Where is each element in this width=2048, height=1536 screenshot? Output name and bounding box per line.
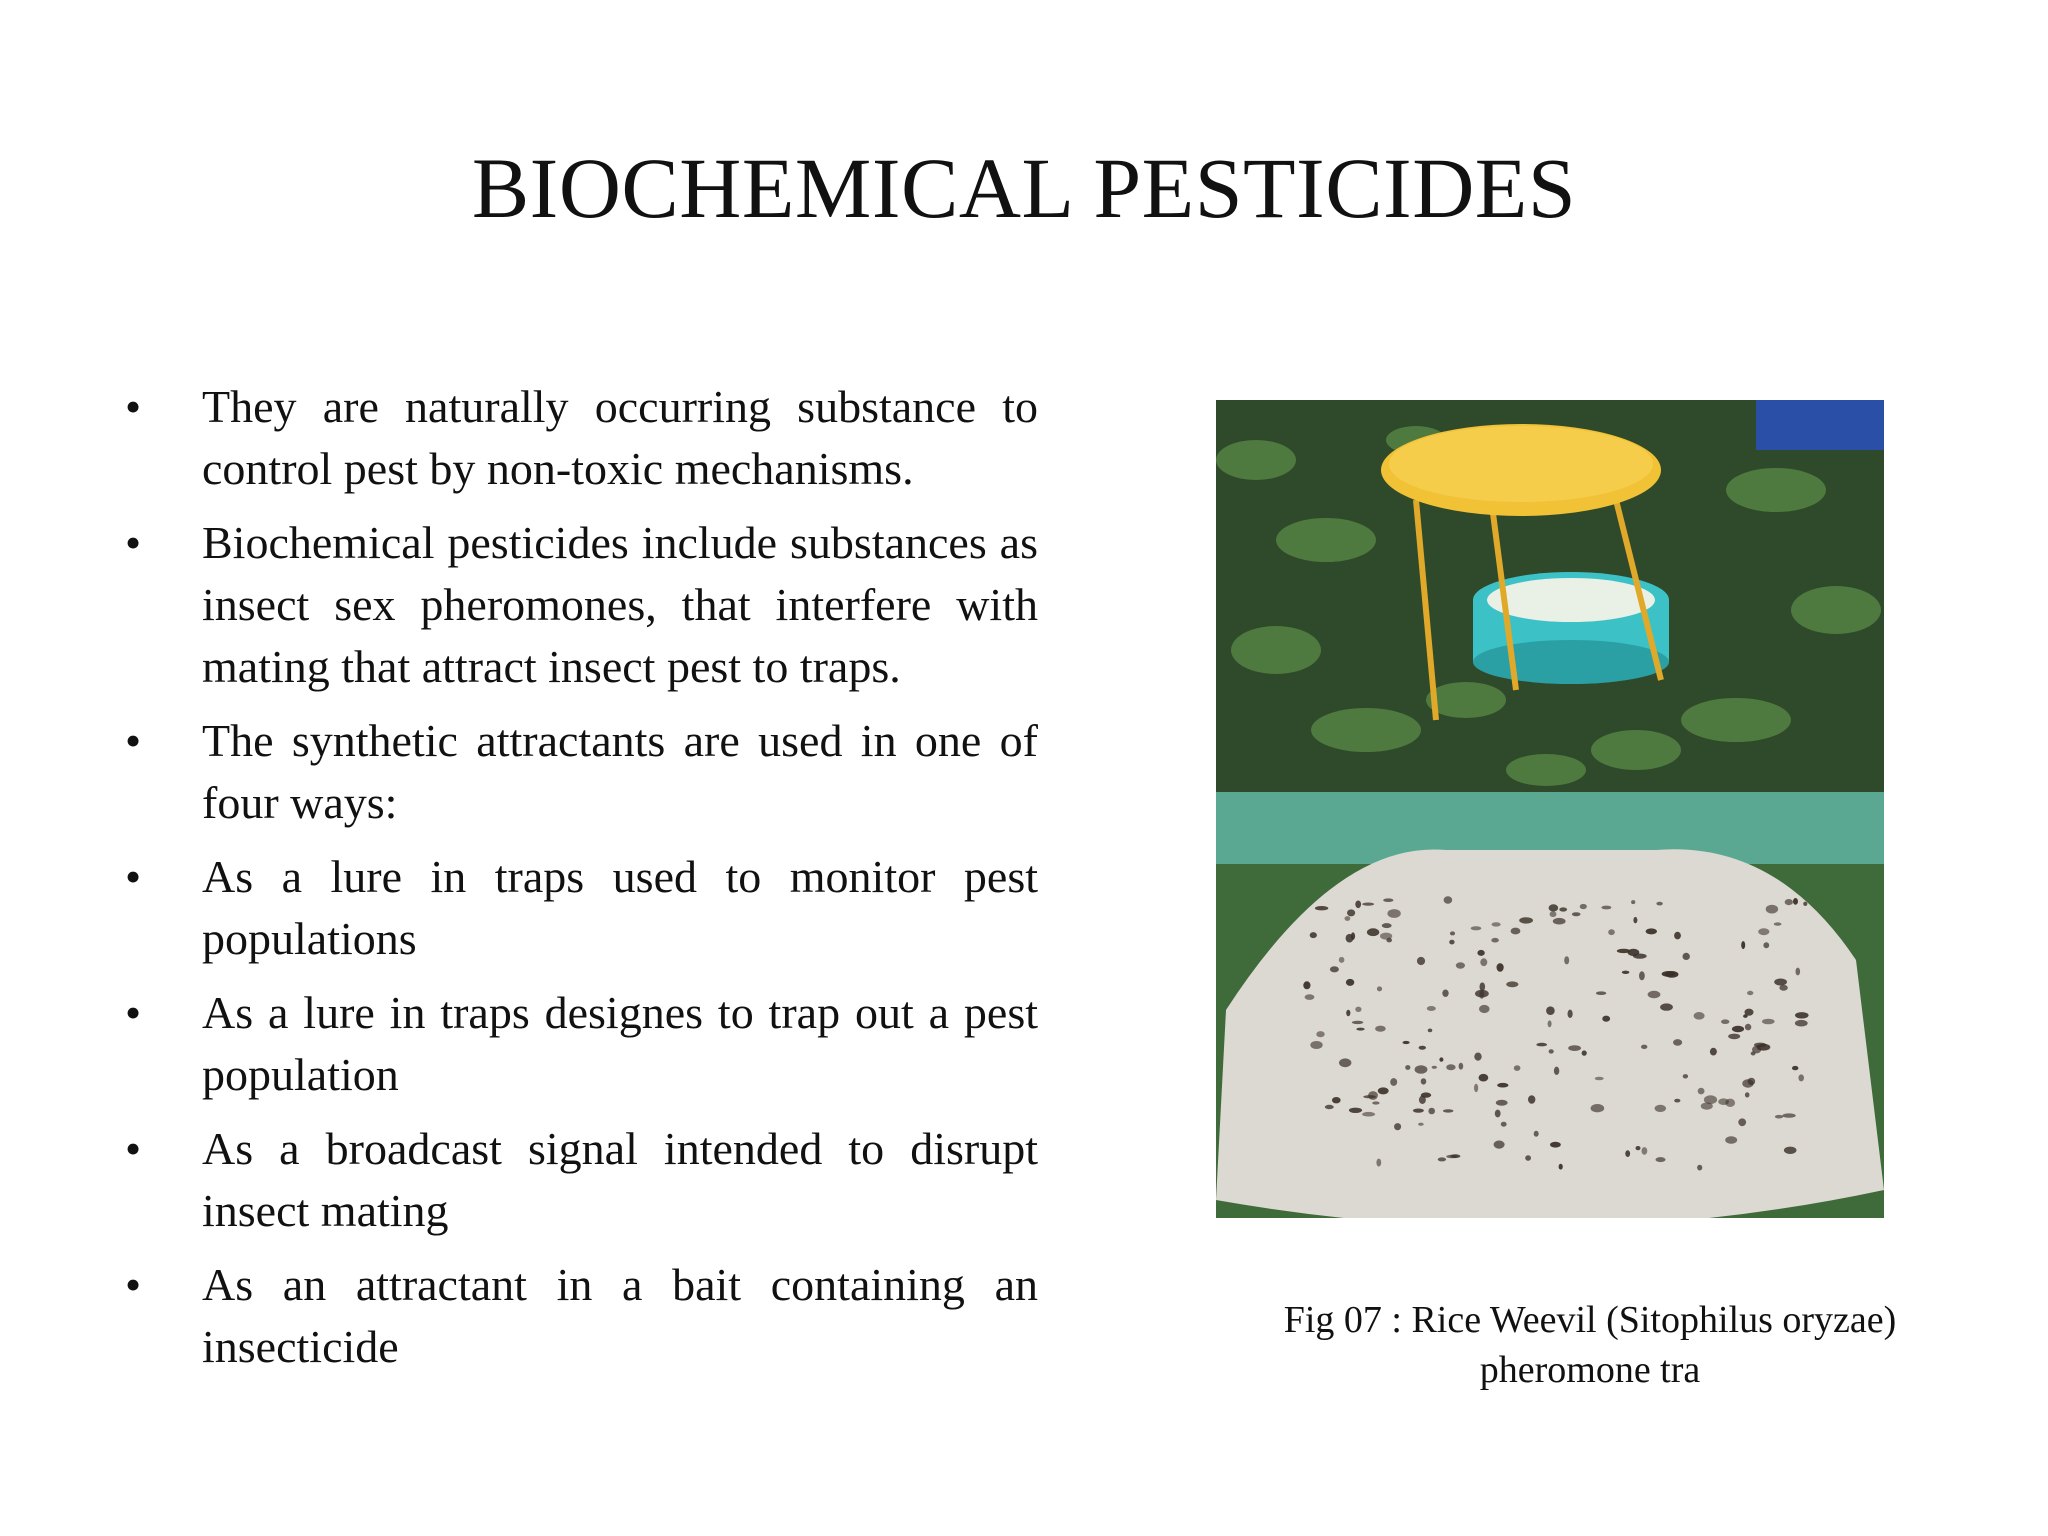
bullet-text: As an attractant in a bait containing an insecticide bbox=[202, 1259, 1038, 1372]
blue-cloth bbox=[1756, 400, 1884, 450]
bullet-item bbox=[118, 376, 1038, 500]
bullet-item bbox=[118, 710, 1038, 834]
bullet-text: As a lure in traps designes to trap out a pest population bbox=[202, 987, 1038, 1100]
bullet-list bbox=[118, 376, 1038, 1390]
bullet-text: As a broadcast signal intended to disrupt insect mating bbox=[202, 1123, 1038, 1236]
figure-caption bbox=[1230, 1295, 1950, 1395]
bullet-item bbox=[118, 846, 1038, 970]
bullet-item bbox=[118, 1254, 1038, 1378]
bullet-marker: • bbox=[124, 1123, 142, 1174]
bullet-item bbox=[118, 1118, 1038, 1242]
bullet-marker: • bbox=[124, 1259, 142, 1310]
bullet-text: As a lure in traps used to monitor pest populations bbox=[202, 851, 1038, 964]
sticky-sheet bbox=[1216, 849, 1884, 1218]
caption-line-1: Fig 07 : Rice Weevil (Sitophilus oryzae) bbox=[1283, 1299, 1897, 1341]
bullet-item bbox=[118, 982, 1038, 1106]
bullet-marker: • bbox=[124, 851, 142, 902]
bullet-marker: • bbox=[124, 517, 142, 568]
trap-in-field-image bbox=[1216, 400, 1884, 792]
pheromone-trap-photo bbox=[1216, 400, 1884, 1218]
caption-line-2: pheromone tra bbox=[1479, 1349, 1701, 1391]
bullet-marker: • bbox=[124, 987, 142, 1038]
bullet-text: Biochemical pesticides include substances as insect sex pheromones, that interfere with mating that attract insect pest to traps. bbox=[202, 517, 1038, 692]
bullet-text: The synthetic attractants are used in one of four ways: bbox=[202, 715, 1038, 828]
bullet-marker: • bbox=[124, 381, 142, 432]
sticky-trap-image bbox=[1216, 792, 1884, 1218]
slide-title: BIOCHEMICAL PESTICIDES bbox=[471, 140, 1577, 236]
bullet-text: They are naturally occurring substance to control pest by non-toxic mechanisms. bbox=[202, 381, 1038, 494]
bullet-item bbox=[118, 512, 1038, 698]
bullet-marker: • bbox=[124, 715, 142, 766]
